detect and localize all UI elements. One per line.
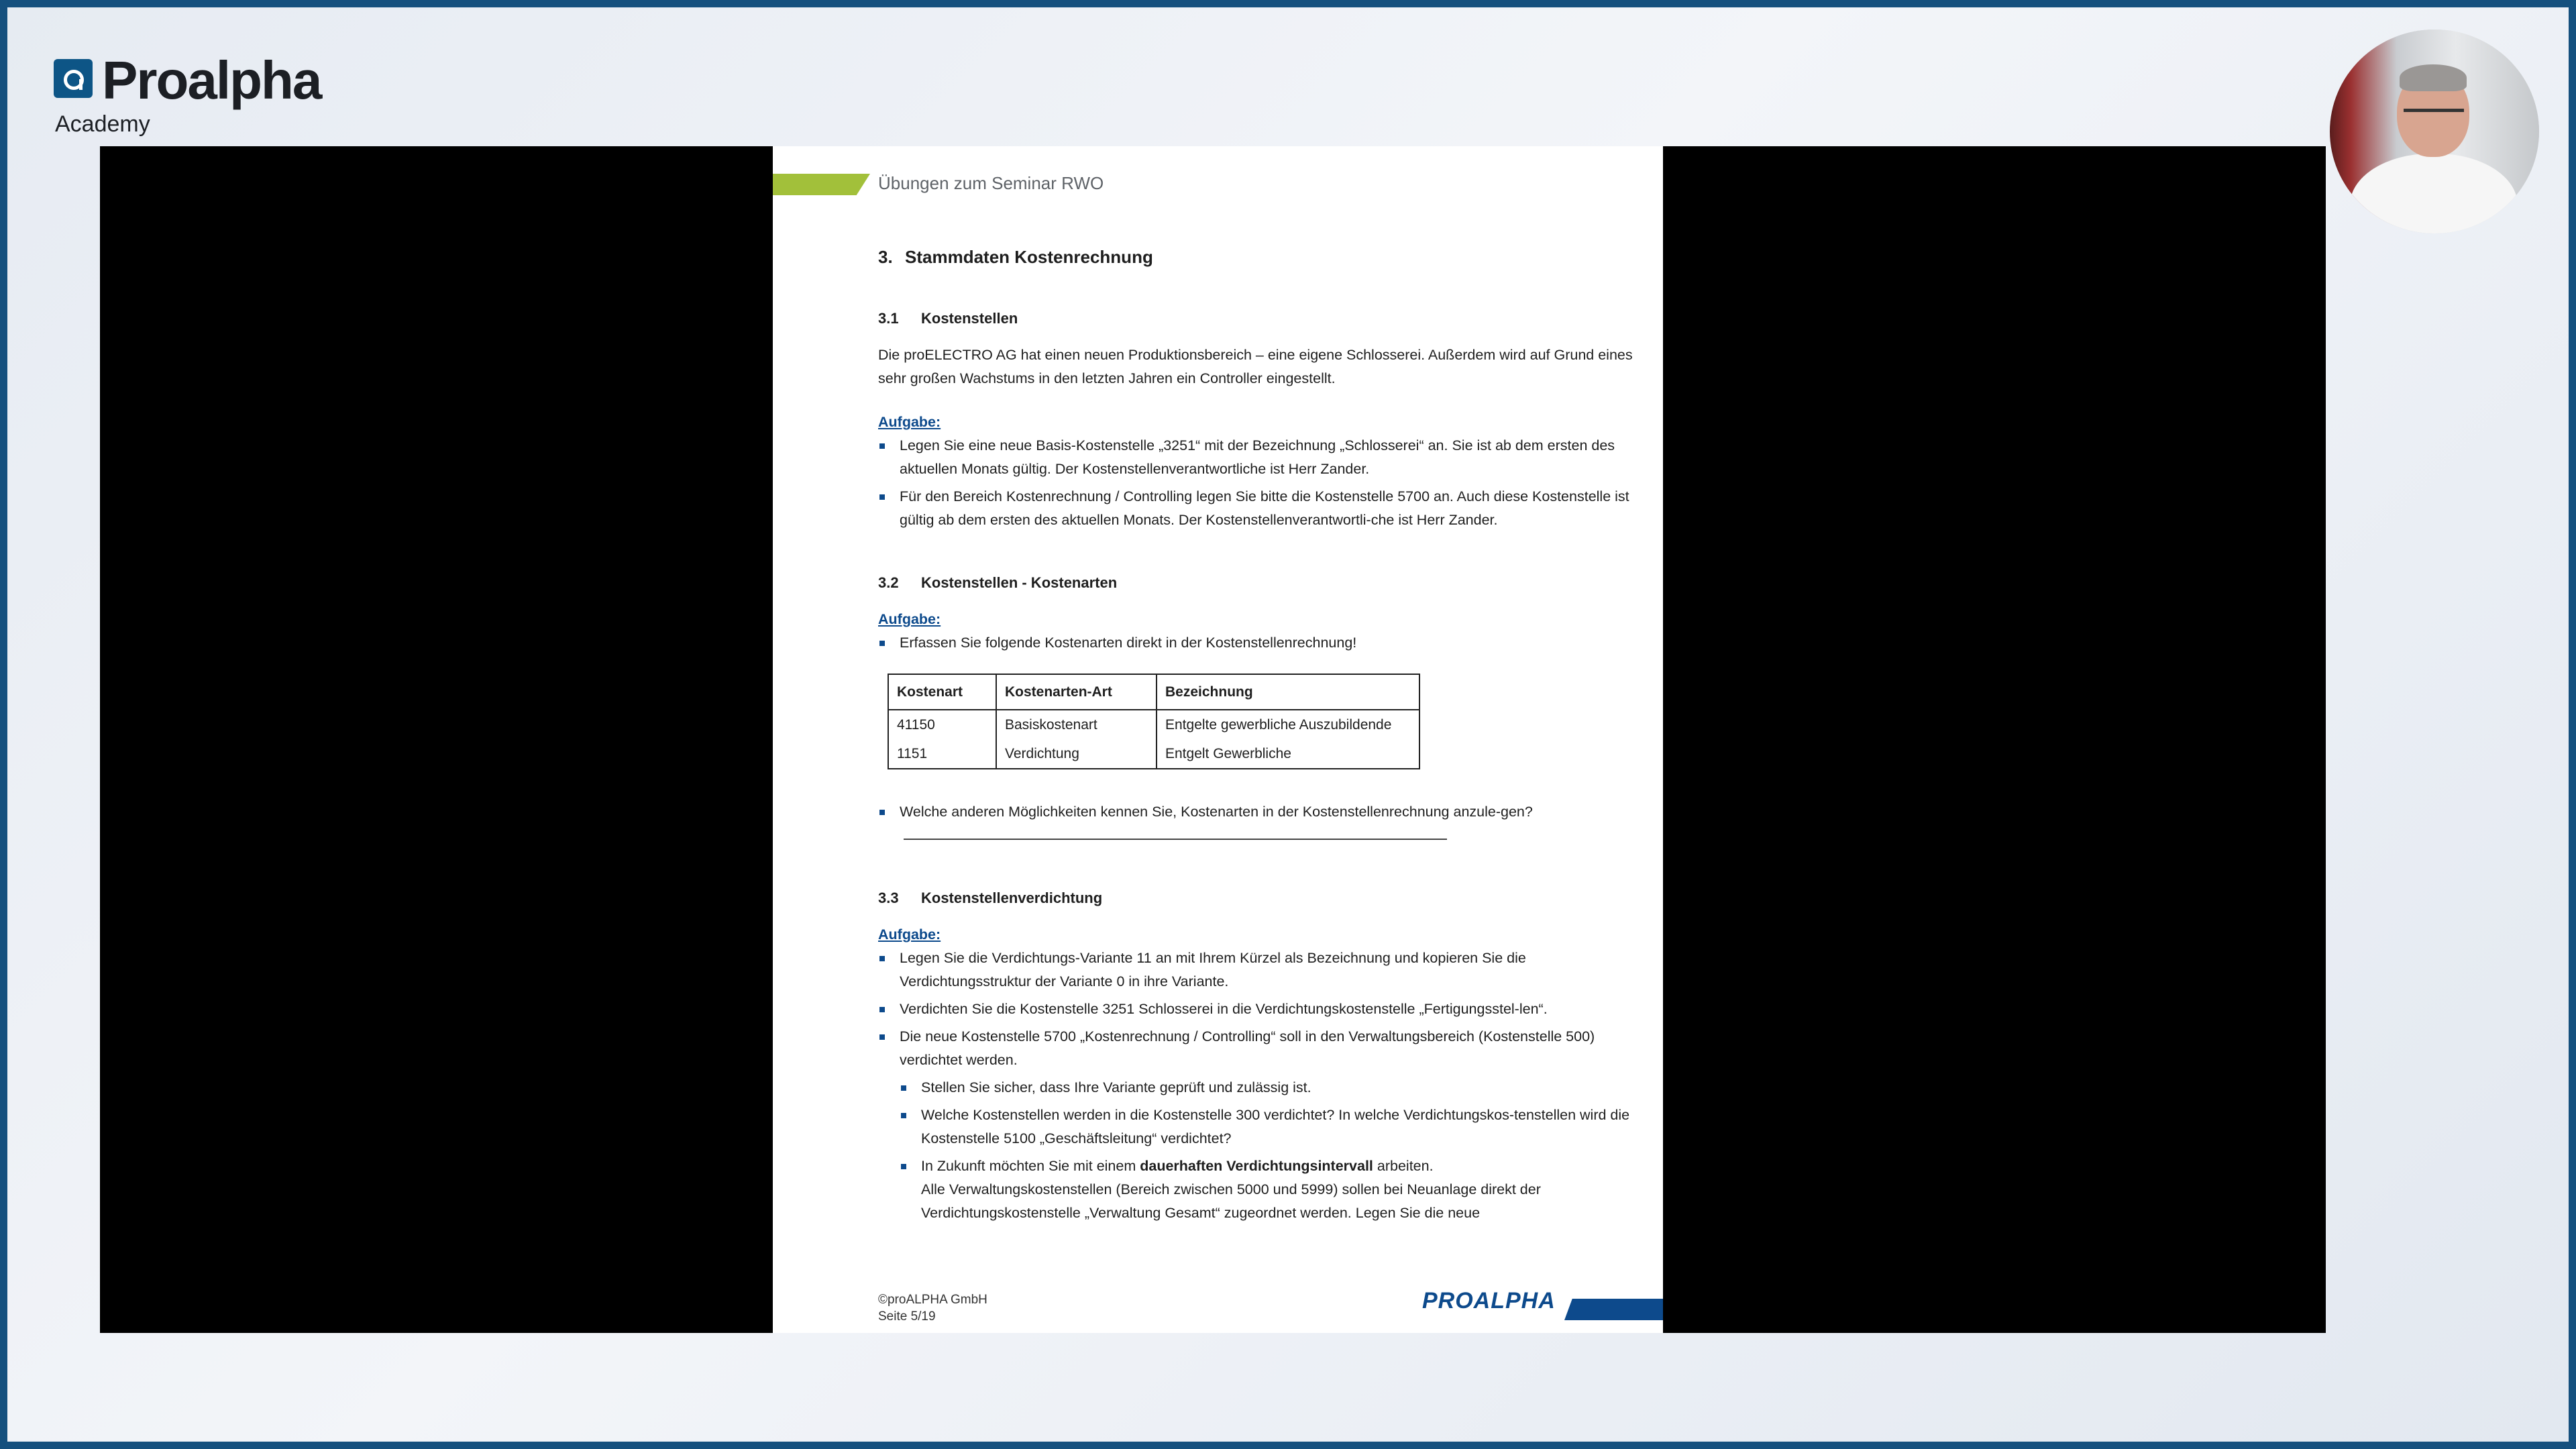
chapter-heading: 3. Stammdaten Kostenrechnung [878, 247, 1153, 267]
list-subitem: In Zukunft möchten Sie mit einem dauerhaften Verdichtungsintervall arbeiten. Alle Verwaltungskostenstellen (Bereich zwischen 5000 und 5999) sollen bei Neuanlage direkt der Verdichtungskostenstelle „Verwaltung Gesamt“ zugeordnet werden. Legen Sie die neue [900, 1155, 1643, 1225]
proalpha-logo-icon [54, 59, 93, 98]
table-cell: Basiskostenart [996, 710, 1157, 739]
table-cell: Entgelte gewerbliche Auszubildende [1157, 710, 1419, 739]
table-cell: Verdichtung [996, 739, 1157, 769]
section-heading-3-1: 3.1 Kostenstellen [878, 310, 1018, 327]
table-row [888, 710, 1419, 739]
task-list [878, 631, 1643, 655]
cost-type-table [888, 674, 1420, 769]
table-header: Bezeichnung [1157, 674, 1419, 710]
table-cell: 41150 [888, 710, 996, 739]
list-item: Für den Bereich Kostenrechnung / Controlling legen Sie bitte die Kostenstelle 5700 an. Auch diese Kostenstelle ist gültig ab dem ersten des aktuellen Monats. Der Kostenstellenverantwortli-che ist Herr Zander. [878, 485, 1643, 532]
section-intro: Die proELECTRO AG hat einen neuen Produktionsbereich – eine eigene Schlosserei. Außerdem wird auf Grund eines sehr großen Wachstums in den letzten Jahren ein Controller eingestellt. [878, 347, 1633, 386]
task-label: Aufgabe: [878, 611, 941, 627]
answer-blank-line [904, 825, 1447, 840]
footer-copyright: ©proALPHA GmbH [878, 1293, 987, 1307]
header-accent-bar [773, 174, 870, 195]
document-body [878, 246, 1643, 1229]
presenter-glasses [2404, 109, 2464, 125]
section-heading-3-2: 3.2 Kostenstellen - Kostenarten [878, 574, 1118, 591]
list-subitem: Welche Kostenstellen werden in die Kostenstelle 300 verdichtet? In welche Verdichtungskos-tenstellen wird die Kostenstelle 5100 „Geschäftsleitung“ verdichtet? [900, 1104, 1643, 1150]
brand-subtitle: Academy [55, 111, 150, 137]
table-header: Kostenarten-Art [996, 674, 1157, 710]
list-item: Legen Sie die Verdichtungs-Variante 11 an mit Ihrem Kürzel als Bezeichnung und kopieren Sie die Verdichtungsstruktur der Variante 0 in ihre Variante. [878, 947, 1643, 994]
task-list [878, 434, 1643, 532]
footer-accent-bar [1564, 1299, 1663, 1320]
list-item: Die neue Kostenstelle 5700 „Kostenrechnung / Controlling“ soll in den Verwaltungsbereich (Kostenstelle 500) verdichtet werden. [878, 1025, 1643, 1072]
list-item: Erfassen Sie folgende Kostenarten direkt in der Kostenstellenrechnung! [878, 631, 1643, 655]
table-header: Kostenart [888, 674, 996, 710]
table-cell: 1151 [888, 739, 996, 769]
list-item: Verdichten Sie die Kostenstelle 3251 Schlosserei in die Verdichtungskostenstelle „Fertigungsstel-len“. [878, 998, 1643, 1021]
table-row [888, 739, 1419, 769]
task-list [878, 947, 1643, 1225]
list-item: Legen Sie eine neue Basis-Kostenstelle „3251“ mit der Bezeichnung „Schlosserei“ an. Sie ist ab dem ersten des aktuellen Monats gültig. Der Kostenstellenverantwortliche ist Herr Zander. [878, 434, 1643, 481]
section-heading-3-3: 3.3 Kostenstellenverdichtung [878, 890, 1103, 906]
table-cell: Entgelt Gewerbliche [1157, 739, 1419, 769]
brand-name: Proalpha [102, 50, 321, 110]
document-page [773, 146, 1663, 1333]
task-label: Aufgabe: [878, 926, 941, 943]
table-header-row [888, 674, 1419, 710]
presenter-hair [2400, 64, 2467, 91]
list-subitem: Stellen Sie sicher, dass Ihre Variante geprüft und zulässig ist. [900, 1076, 1643, 1099]
document-header: Übungen zum Seminar RWO [878, 173, 1104, 193]
footer-page-number: Seite 5/19 [878, 1309, 936, 1324]
task-label: Aufgabe: [878, 414, 941, 430]
document-footer [878, 1291, 987, 1325]
footer-logo: PROALPHA [1422, 1288, 1556, 1313]
question-list [878, 800, 1643, 847]
video-stage [100, 146, 2326, 1333]
presenter-webcam [2330, 30, 2539, 233]
list-item: Welche anderen Möglichkeiten kennen Sie, Kostenarten in der Kostenstellenrechnung anzule-gen? [878, 800, 1643, 847]
